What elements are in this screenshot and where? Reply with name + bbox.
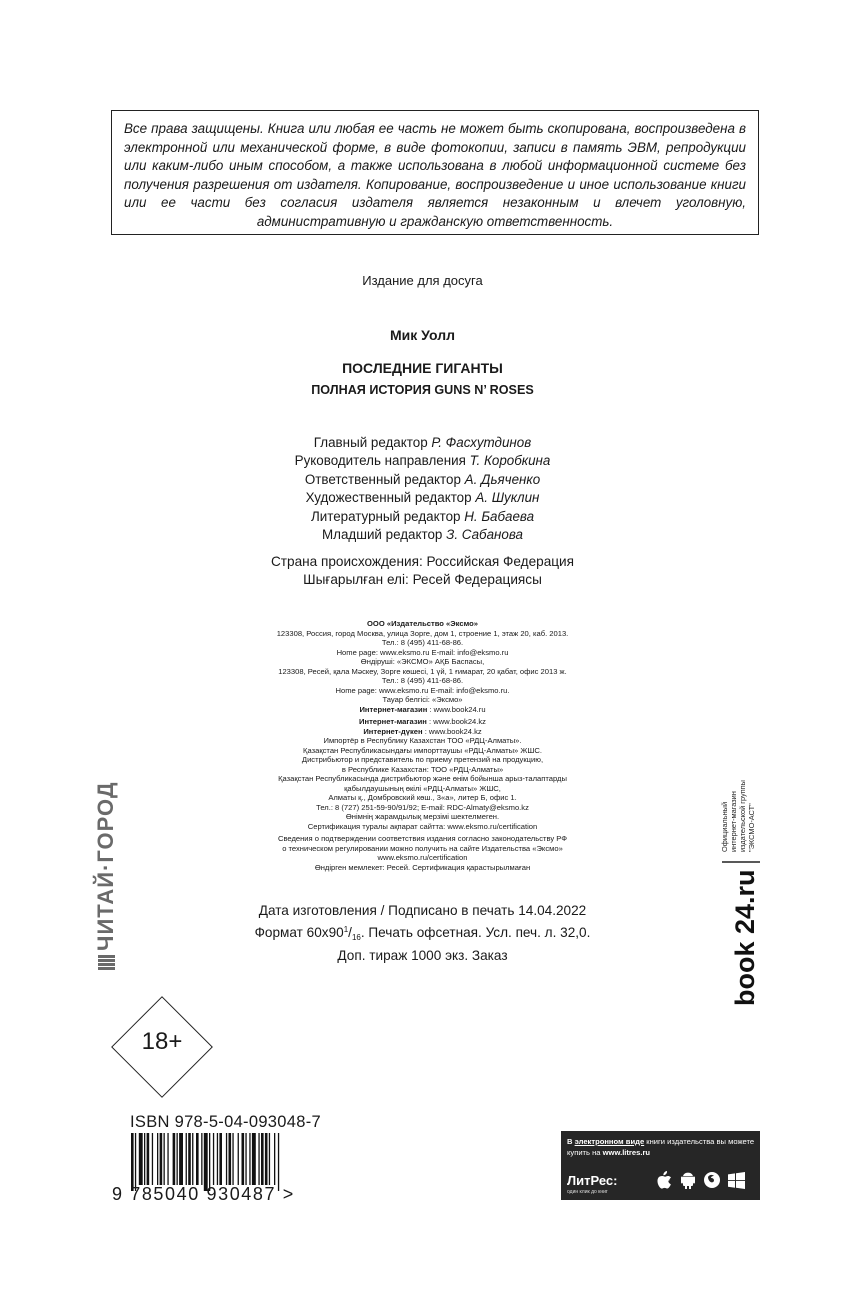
age-rating: 18+ (141, 1028, 183, 1055)
importer-line: Қазақстан Республикасында дистрибьютор және өнім бойынша арыз-талаптарды (278, 774, 567, 783)
android-icon (679, 1171, 697, 1189)
book-subtitle: ПОЛНАЯ ИСТОРИЯ GUNS N’ ROSES (311, 383, 534, 397)
platform-icons (655, 1171, 745, 1189)
publisher-line: 123308, Россия, город Москва, улица Зорге, дом 1, строение 1, этаж 20, каб. 2013. (276, 628, 569, 638)
importer-line: Қазақстан Республикасындағы импорттаушы «РДЦ-Алматы» ЖШС. (303, 745, 542, 755)
rights-notice-box (111, 110, 759, 235)
isbn: ISBN 978-5-04-093048-7 (130, 1113, 321, 1131)
rights-notice-text: Все права защищены. Книга или любая ее часть не может быть скопирована, воспроизведена в электронной или механической форме, в виде фотокопии, записи в память ЭВМ, репродукции или каким-либо иным способом, а также использована в любой информационной системе без получения разрешения от издателя. Копирование, воспроизведение и иное использование книги или ее части без согласия издателя является незаконным и влечет уголовную, административную и гражданскую ответственность. (124, 121, 746, 229)
print-date: Дата изготовления / Подписано в печать 14.04.2022 (258, 903, 587, 918)
barcode (127, 1133, 334, 1191)
book24-note-1: Официальный (720, 801, 729, 852)
importer-line: Алматы қ., Домбровский көш., 3«а», литер Б, офис 1. (328, 793, 517, 802)
origin-ru: Страна происхождения: Российская Федерация (270, 554, 575, 569)
certification-line: www.eksmo.ru/certification (377, 853, 468, 862)
litres-text: В электронном виде книги издательства вы можете купить на www.litres.ru (567, 1137, 755, 1157)
credit-line: Руководитель направления Т. Коробкина (294, 453, 551, 469)
credit-line: Художественный редактор А. Шуклин (305, 490, 540, 506)
book24-note-4: "ЭКСМО-АСТ" (747, 803, 756, 852)
origin-block (0, 553, 845, 590)
origin-kz: Шығарылған елі: Ресей Федерациясы (303, 572, 542, 588)
importer-line: в Республике Казахстан: ТОО «РДЦ-Алматы» (341, 764, 504, 774)
book24-logo (716, 760, 786, 1020)
publisher-line: Home page: www.eksmo.ru E-mail: info@eksmo.ru. (335, 685, 510, 695)
firefox-icon (703, 1171, 721, 1189)
credit-line: Младший редактор З. Сабанова (321, 527, 523, 543)
importer-line: Тел.: 8 (727) 251-59-90/91/92; E-mail: RDC-Almaty@eksmo.kz (316, 802, 529, 812)
certification-line: Өндірген мемлекет: Ресей. Сертификация қарастырылмаған (314, 862, 531, 872)
publisher-line: Тел.: 8 (495) 411-68-86. (381, 676, 464, 685)
publisher-line: 123308, Ресей, қала Мәскеу, Зорге көшесі, 1 үй, 1 ғимарат, 20 қабат, офис 2013 ж. (278, 666, 567, 676)
publisher-line: Өндіруші: «ЭКСМО» АҚБ Баспасы, (360, 657, 485, 666)
print-run: Доп. тираж 1000 экз. Заказ (337, 948, 508, 964)
shop-line: Интернет-магазин : www.book24.kz (359, 717, 486, 726)
windows-icon (727, 1171, 745, 1189)
chitai-gorod-bars-icon (98, 954, 115, 970)
shop-line: Интернет-магазин : www.book24.ru (359, 704, 486, 714)
importer-line: Импортёр в Республику Казахстан ТОО «РДЦ-Алматы». (323, 736, 522, 745)
certification-line: Сведения о подтверждении соответствия издания согласно законодательству РФ (277, 834, 568, 843)
credit-line: Литературный редактор Н. Бабаева (310, 508, 535, 524)
barcode-digits: 9 785040 930487 > (112, 1184, 295, 1204)
litres-banner (561, 1131, 760, 1200)
print-format: Формат $60х90^1/_{16}$. Печать офсетная. Усл. печ. л. 32,0. (254, 924, 591, 942)
litres-slogan: один клик до книг (567, 1189, 608, 1195)
chitai-gorod-logo (86, 770, 126, 970)
book-title: ПОСЛЕДНИЕ ГИГАНТЫ (342, 360, 503, 376)
importer-line: Өнімнің жарамдылық мерзімі шектелмеген. (345, 812, 500, 821)
chitai-gorod-text: ЧИТАЙ·ГОРОД (93, 781, 118, 951)
book24-wordmark: book 24.ru (730, 869, 760, 1006)
edition-type: Издание для досуга (362, 273, 483, 288)
importer-line: Дистрибьютор и представитель по приему претензий на продукцию, (301, 755, 544, 764)
publisher-line: Тел.: 8 (495) 411-68-86. (381, 638, 464, 647)
publisher-line: Тауар белгісі: «Эксмо» (382, 695, 463, 704)
author: Мик Уолл (390, 327, 455, 343)
importer-line: қабылдаушының өкілі «РДЦ-Алматы» ЖШС, (344, 783, 501, 793)
credit-line: Ответственный редактор А. Дьяченко (304, 471, 541, 487)
book24-note-2: интернет-магазин (729, 791, 738, 852)
publisher-name: ООО «Издательство «Эксмо» (367, 619, 478, 628)
publisher-line: Home page: www.eksmo.ru E-mail: info@eksmo.ru (336, 647, 509, 657)
importer-line: Сертификация туралы ақпарат сайтта: www.eksmo.ru/certification (307, 821, 538, 831)
credit-line: Главный редактор Р. Фасхутдинов (313, 435, 532, 450)
litres-logo: ЛитРес: (567, 1173, 618, 1188)
apple-icon (655, 1171, 673, 1189)
shop-line: Интернет-дүкен : www.book24.kz (363, 726, 482, 736)
book24-note-3: издательской группы (738, 780, 747, 852)
credits-list (0, 434, 845, 544)
certification-line: о техническом регулировании можно получить на сайте Издательства «Эксмо» (282, 843, 563, 853)
